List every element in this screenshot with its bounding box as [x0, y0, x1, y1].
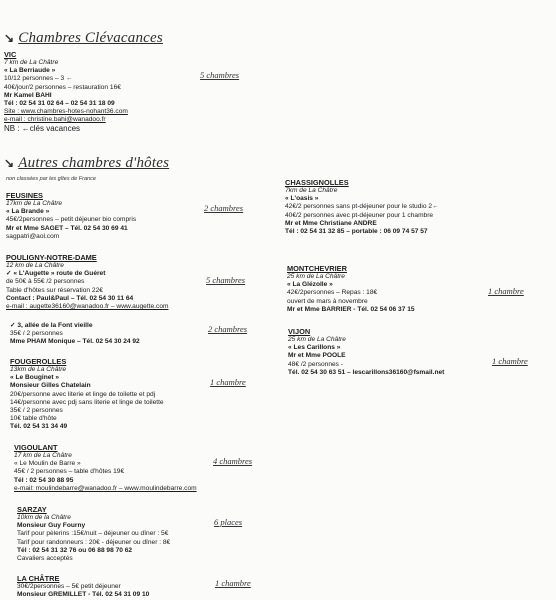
arrow-icon: ↘: [4, 156, 15, 170]
entry-link[interactable]: e-mail : christine.bahi@wanadoo.fr: [4, 116, 106, 124]
entry-name: FEUSINES: [6, 191, 43, 200]
entry-line: « Le Bouginet »: [10, 374, 60, 382]
entry-line: 25 km de La Châtre: [288, 336, 346, 343]
entry-name: VIC: [4, 50, 17, 59]
entry-line: « La Glézolle »: [287, 281, 333, 289]
entry-line: 17km de La Châtre: [6, 200, 63, 207]
entry-line: 35€ / 2 personnes: [10, 407, 63, 415]
entry-line: Tél. 02 54 31 34 49: [10, 423, 68, 431]
entry-line: 7 km de La Châtre: [4, 59, 59, 66]
entry-vijon: [288, 327, 444, 377]
entry-line: 42€/2 personnes sans pt-déjeuner pour le studio 2←: [285, 203, 439, 211]
count-label: 4 chambres: [213, 456, 253, 466]
entry-line: « Les Carillons »: [288, 344, 341, 352]
count-label: 1 chambre: [488, 286, 524, 296]
entry-line: 48€ /2 personnes -: [288, 360, 343, 368]
entry-line: Mr et Mme Christiane ANDRE: [285, 219, 377, 227]
count-label: 6 places: [214, 517, 243, 527]
count-label: 5 chambres: [200, 70, 240, 80]
entry-line: ouvert de mars à novembre: [287, 297, 368, 305]
entry-line: « La Berriaude »: [4, 67, 56, 75]
entry-name: SARZAY: [17, 505, 47, 514]
entry-line: Mr et Mme SAGET – Tél. 02 54 30 69 41: [6, 224, 128, 232]
entry-line: de 50€ à 55€ /2 personnes: [6, 278, 85, 286]
entry-link[interactable]: Site : www.chambres-hotes-nohant36.com: [4, 108, 128, 116]
entry-line: 40€/2 personnes avec pt-déjeuner pour 1 chambre: [285, 211, 434, 219]
entry-line: 30€/2personnes – 5€ petit déjeuner: [17, 583, 121, 590]
entry-line: 10€ table d'hôte: [10, 415, 57, 423]
count-label: 1 chambre: [215, 578, 251, 588]
entry-line: « La Brande »: [6, 208, 50, 216]
entry-line: Mr Kamel BAHI: [4, 91, 52, 99]
entry-line: 7km de La Châtre: [285, 187, 338, 194]
entry-line: 25 km de La Châtre: [287, 273, 345, 280]
entry-line: « Le Moulin de Barre »: [14, 460, 81, 468]
count-label: 5 chambres: [206, 275, 246, 285]
entry-line: 35€ / 2 personnes: [10, 330, 63, 338]
entry-name: MONTCHEVRIER: [287, 264, 347, 273]
section2-subtitle: non classées par les gîtes de France: [6, 176, 96, 182]
entry-name: LA CHÂTRE: [17, 574, 60, 583]
entry-line: 12 km de La Châtre: [6, 262, 64, 269]
entry-name: VIGOULANT: [14, 443, 58, 452]
section1-title: ↘ Chambres Clévacances: [4, 30, 163, 46]
entry-line: ✓ 3, allée de la Font vieille: [10, 322, 93, 329]
entry-name: CHASSIGNOLLES: [285, 178, 349, 187]
count-label: 2 chambres: [208, 324, 248, 334]
entry-line: 10km de la Châtre: [17, 514, 71, 521]
entry-link[interactable]: e-mail: moulindebarre@wanadoo.fr – www.moulindebarre.com: [14, 484, 197, 492]
entry-line: 17 km de La Châtre: [14, 452, 72, 459]
entry-line: Tél : 02 54 31 02 64 – 02 54 31 18 09: [4, 100, 115, 108]
entry-feusines: [6, 191, 136, 241]
entry-line: Mr et Mme BARRIER - Tél. 02 54 06 37 15: [287, 305, 415, 313]
entry-name: VIJON: [288, 327, 311, 336]
entry-chassignolles: [285, 178, 439, 236]
entry-pouligny: [6, 253, 168, 311]
entry-line: Tél. 02 54 30 63 51 – lescarillons36160@fsmail.net: [288, 368, 445, 376]
entry-la-chatre: [17, 574, 149, 599]
count-label: 1 chambre: [492, 356, 528, 366]
entry-line: 45€ / 2 personnes – table d'hôtes 19€: [14, 468, 125, 476]
entry-line: Tél : 02 54 31 32 76 ou 06 88 98 70 62: [17, 546, 133, 554]
section2-title: ↘ Autres chambres d'hôtes: [4, 155, 170, 171]
entry-line: Monsieur GREMILLET - Tél. 02 54 31 09 10: [17, 591, 150, 599]
entry-line: Monsieur Gilles Chatelain: [10, 382, 91, 390]
entry-line: NB : ←clés vacances: [4, 123, 81, 133]
count-label: 2 chambres: [204, 203, 244, 213]
entry-line: Tarif pour randonneurs : 20€ - déjeuner ou dîner : 8€: [17, 538, 171, 546]
count-label: 1 chambre: [210, 377, 246, 387]
entry-line: 45€/2personnes – petit déjeuner bio compris: [6, 216, 137, 224]
entry-line: 14€/personne avec pdj sans literie et linge de toilette: [10, 398, 164, 406]
entry-line: 40€/jour/2 personnes – restauration 16€: [4, 83, 121, 91]
entry-montchevrier: [287, 264, 415, 314]
entry-line: 10/12 personnes – 3 ←: [4, 75, 73, 83]
entry-line: « L'oasis »: [285, 195, 319, 203]
entry-line: Tél : 02 54 31 32 85 – portable : 06 09 74 57 57: [285, 228, 428, 236]
entry-link[interactable]: e-mail : augette36160@wanadoo.fr – www.augette.com: [6, 303, 169, 311]
entry-line: Tél : 02 54 30 88 95: [14, 476, 74, 484]
entry-line: ✓ « L'Augette » route de Guéret: [6, 270, 106, 278]
entry-line: 42€/2personnes – Repas : 18€: [287, 289, 378, 297]
entry-pouligny-sub: [10, 322, 140, 347]
entry-line: Tarif pour pèlerins :15€/nuit – déjeuner ou dîner : 5€: [17, 530, 169, 538]
entry-line: Table d'hôtes sur réservation 22€: [6, 286, 103, 294]
entry-vic: [4, 50, 128, 133]
entry-line: 13km de La Châtre: [10, 366, 67, 373]
entry-line: Mme PHAM Monique – Tél. 02 54 30 24 92: [10, 338, 140, 346]
entry-sarzay: [17, 505, 170, 563]
arrow-icon: ↘: [4, 31, 15, 45]
entry-fougerolles: [10, 357, 164, 432]
entry-name: POULIGNY-NOTRE-DAME: [6, 253, 97, 262]
entry-line: sagpatri@aol.com: [6, 232, 60, 240]
entry-line: 20€/personne avec literie et linge de toilette et pdj: [10, 390, 156, 398]
entry-vigoulant: [14, 443, 197, 493]
entry-line: Mr et Mme POOLE: [288, 352, 346, 360]
entry-line: Monsieur Guy Fourny: [17, 522, 86, 530]
entry-name: FOUGEROLLES: [10, 357, 67, 366]
entry-line: Cavaliers acceptés: [17, 555, 73, 563]
entry-line: Contact : Paul&Paul – Tél. 02 54 30 11 64: [6, 294, 134, 302]
